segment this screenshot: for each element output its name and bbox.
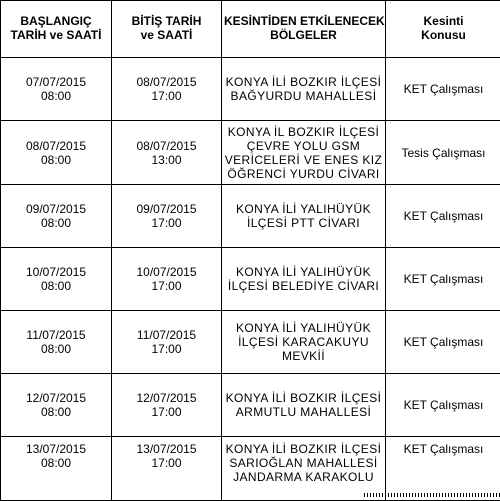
cell-text-line: ARMUTLU MAHALLESİ [224, 405, 383, 419]
topic-cell [386, 248, 500, 311]
header-text: BAŞLANGIÇ [3, 14, 109, 28]
header-text: TARİH ve SAATİ [3, 28, 109, 42]
cell-text-line: BAĞYURDU MAHALLESİ [224, 89, 383, 103]
cell-text-line: JANDARMA KARAKOLU [224, 470, 383, 484]
cell-text-line: Tesis Çalışması [388, 146, 499, 160]
region-cell [222, 58, 386, 121]
cell-text-line: 17:00 [114, 89, 219, 103]
dotted-edge-artifact [364, 493, 500, 497]
cell-text-line: 17:00 [114, 342, 219, 356]
header-start-datetime [1, 1, 112, 58]
cell-text-line: 13:00 [114, 153, 219, 167]
table-row [1, 58, 500, 121]
table-row [1, 185, 500, 248]
table-row [1, 437, 500, 501]
cell-text-line: 09/07/2015 [3, 202, 109, 216]
cell-text-line: 08:00 [3, 216, 109, 230]
end-datetime-cell [112, 311, 222, 374]
cell-text-line: İLÇESİ PTT CİVARI [224, 216, 383, 230]
cell-text-line: KET Çalışması [388, 442, 499, 456]
topic-cell [386, 58, 500, 121]
cell-text-line: 08:00 [3, 342, 109, 356]
cell-text-line: 17:00 [114, 216, 219, 230]
header-outage-topic [386, 1, 500, 58]
region-cell [222, 374, 386, 437]
end-datetime-cell [112, 374, 222, 437]
table-row [1, 311, 500, 374]
cell-text-line: 08:00 [3, 89, 109, 103]
start-datetime-cell [1, 311, 112, 374]
region-cell [222, 121, 386, 185]
region-cell [222, 311, 386, 374]
start-datetime-cell [1, 58, 112, 121]
cell-text-line: 09/07/2015 [114, 202, 219, 216]
end-datetime-cell [112, 248, 222, 311]
start-datetime-cell [1, 185, 112, 248]
cell-text-line: 07/07/2015 [3, 75, 109, 89]
cell-text-line: KONYA İLİ YALIHÜYÜK [224, 202, 383, 216]
header-text: Kesinti [388, 14, 499, 28]
table-row [1, 374, 500, 437]
cell-text-line: KONYA İLİ BOZKIR İLÇESİ [224, 75, 383, 89]
cell-text-line: KET Çalışması [388, 398, 499, 412]
cell-text-line: KET Çalışması [388, 82, 499, 96]
cell-text-line: 08/07/2015 [3, 139, 109, 153]
header-text: ve SAATİ [114, 28, 219, 42]
cell-text-line: ÇEVRE YOLU GSM [224, 139, 383, 153]
cell-text-line: 11/07/2015 [3, 328, 109, 342]
topic-cell [386, 374, 500, 437]
cell-text-line: KONYA İLİ YALIHÜYÜK [224, 265, 383, 279]
start-datetime-cell [1, 437, 112, 501]
cell-text-line: KET Çalışması [388, 272, 499, 286]
cell-text-line: KONYA İL BOZKIR İLÇESİ [224, 125, 383, 139]
header-text: BİTİŞ TARİH [114, 14, 219, 28]
cell-text-line: 17:00 [114, 405, 219, 419]
cell-text-line: İLÇESİ BELEDİYE CİVARI [224, 279, 383, 293]
cell-text-line: 08:00 [3, 405, 109, 419]
cell-text-line: KONYA İLİ BOZKIR İLÇESİ [224, 391, 383, 405]
cell-text-line: VERİCELERİ VE ENES KIZ [224, 153, 383, 167]
table-body [1, 58, 500, 501]
cell-text-line: SARIOĞLAN MAHALLESİ [224, 456, 383, 470]
header-affected-regions [222, 1, 386, 58]
cell-text-line: 13/07/2015 [3, 442, 109, 456]
cell-text-line: KET Çalışması [388, 209, 499, 223]
topic-cell [386, 121, 500, 185]
cell-text-line: KONYA İLİ YALIHÜYÜK [224, 321, 383, 335]
cell-text-line: 08:00 [3, 279, 109, 293]
cell-text-line: 08/07/2015 [114, 139, 219, 153]
header-text: BÖLGELER [224, 28, 383, 42]
cell-text-line: KONYA İLİ BOZKIR İLÇESİ [224, 442, 383, 456]
cell-text-line: 12/07/2015 [3, 391, 109, 405]
cell-text-line: 11/07/2015 [114, 328, 219, 342]
table-row [1, 121, 500, 185]
topic-cell [386, 311, 500, 374]
end-datetime-cell [112, 58, 222, 121]
cell-text-line: 10/07/2015 [3, 265, 109, 279]
start-datetime-cell [1, 248, 112, 311]
end-datetime-cell [112, 185, 222, 248]
region-cell [222, 437, 386, 501]
cell-text-line: 08:00 [3, 456, 109, 470]
cell-text-line: 12/07/2015 [114, 391, 219, 405]
cell-text-line: KET Çalışması [388, 335, 499, 349]
cell-text-line: 17:00 [114, 456, 219, 470]
header-end-datetime [112, 1, 222, 58]
cell-text-line: 10/07/2015 [114, 265, 219, 279]
table-row [1, 248, 500, 311]
cell-text-line: 13/07/2015 [114, 442, 219, 456]
start-datetime-cell [1, 374, 112, 437]
region-cell [222, 185, 386, 248]
start-datetime-cell [1, 121, 112, 185]
end-datetime-cell [112, 437, 222, 501]
header-row [1, 1, 500, 58]
cell-text-line: MEVKİİ [224, 349, 383, 363]
cell-text-line: 08:00 [3, 153, 109, 167]
cell-text-line: ÖĞRENCİ YURDU CİVARI [224, 167, 383, 181]
end-datetime-cell [112, 121, 222, 185]
header-text: Konusu [388, 28, 499, 42]
cell-text-line: İLÇESİ KARACAKUYU [224, 335, 383, 349]
header-text: KESİNTİDEN ETKİLENECEK [224, 14, 383, 28]
cell-text-line: 08/07/2015 [114, 75, 219, 89]
topic-cell [386, 437, 500, 501]
cell-text-line: 17:00 [114, 279, 219, 293]
region-cell [222, 248, 386, 311]
topic-cell [386, 185, 500, 248]
